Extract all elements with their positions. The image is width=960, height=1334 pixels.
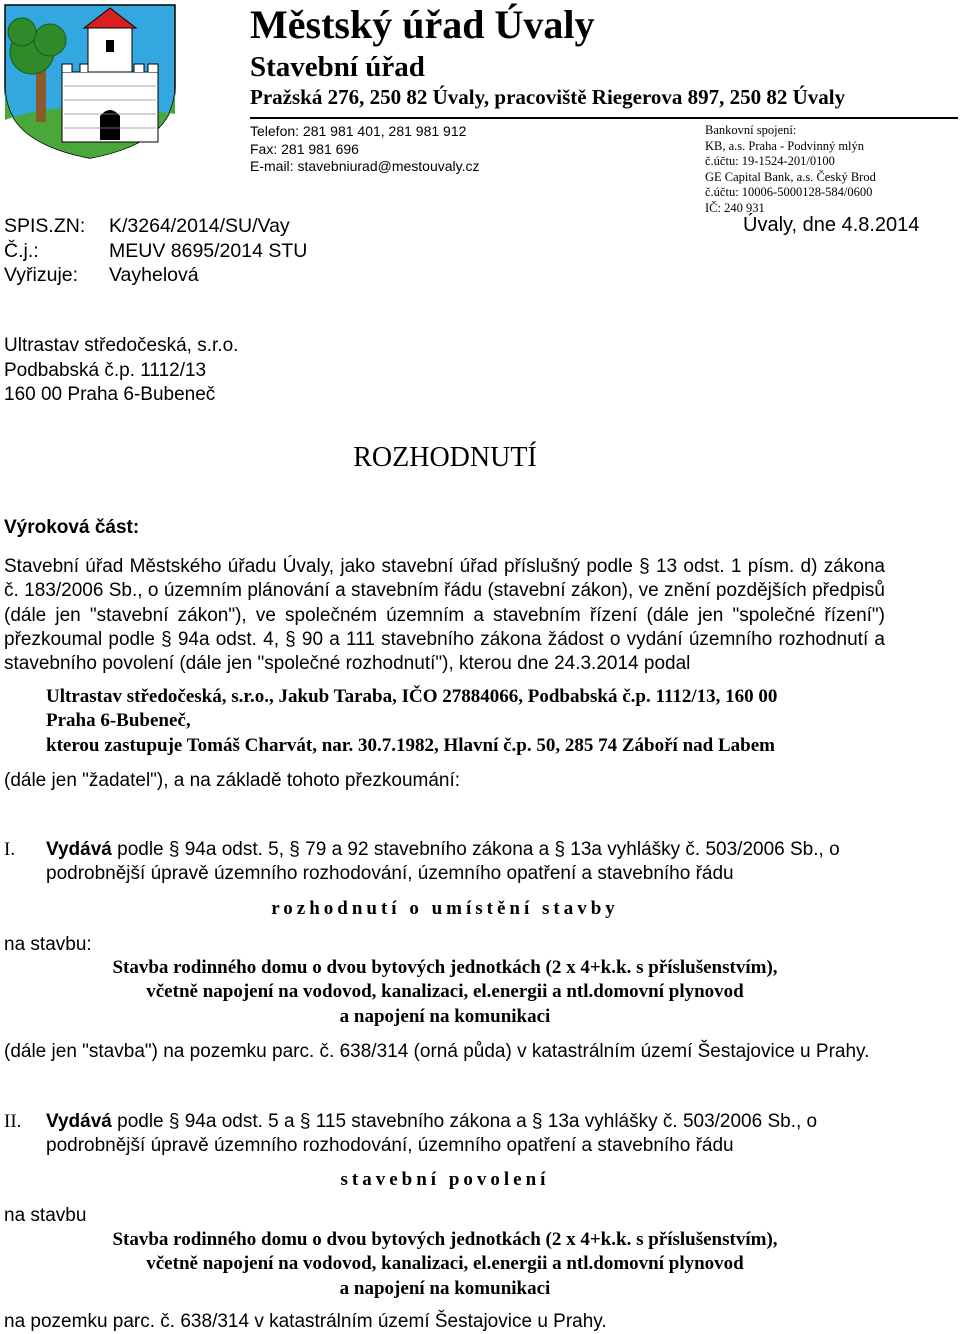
bank-line: IČ: 240 931 (705, 200, 765, 215)
recipient-line: 160 00 Praha 6-Bubeneč (4, 384, 216, 405)
bank-line: č.účtu: 19-1524-201/0100 (705, 154, 835, 168)
stavba-line: včetně napojení na vodovod, kanalizaci, el.energii a ntl.domovní plynovod (146, 1253, 744, 1275)
recipient-line: Podbabská č.p. 1112/13 (4, 359, 207, 381)
part1-line2: podrobnější úpravě územního rozhodování, územního opatření a stavebního řádu (46, 863, 734, 884)
stavba-line: a napojení na komunikaci (339, 1277, 551, 1299)
part1-stavba (0, 956, 890, 1029)
stavba-line: Stavba rodinného domu o dvou bytových jednotkách (2 x 4+k.k. s příslušenstvím), (112, 1229, 778, 1250)
applicant-line: Praha 6-Bubeneč, (46, 710, 191, 732)
cj-label: Č.j.: (4, 239, 39, 262)
part2-verb: Vydává (46, 1111, 112, 1132)
stavba-line: včetně napojení na vodovod, kanalizaci, el.energii a ntl.domovní plynovod (146, 981, 744, 1003)
bank-line: GE Capital Bank, a.s. Český Brod (705, 169, 876, 184)
bank-line: KB, a.s. Praha - Podvinný mlýn (705, 138, 865, 153)
applicant-line: kterou zastupuje Tomáš Charvát, nar. 30.7.1982, Hlavní č.p. 50, 285 74 Záboří nad Labem (46, 734, 775, 756)
recipient-address (4, 334, 238, 408)
applicant-line: Ultrastav středočeská, s.r.o., Jakub Taraba, IČO 27884066, Podbabská č.p. 1112/13, 160 00 (46, 686, 778, 707)
part2-stavba (0, 1228, 890, 1301)
fax-line: Fax: 281 981 696 (250, 140, 359, 157)
part1-spaced-title: rozhodnutí o umístění stavby (271, 898, 619, 919)
header-divider (250, 117, 958, 119)
vyrizuje-label: Vyřizuje: (4, 264, 79, 286)
office-address: Pražská 276, 250 82 Úvaly, pracoviště Riegerova 897, 250 82 Úvaly (250, 85, 846, 109)
part2-line1-text: podle § 94a odst. 5 a § 115 stavebního zákona a § 13a vyhlášky č. 503/2006 Sb., o (111, 1111, 818, 1132)
part1-closing: (dále jen "stavba") na pozemku parc. č. 638/314 (orná půda) v katastrálním území Šestajovice u Prahy. (4, 1041, 870, 1062)
document-date: Úvaly, dne 4.8.2014 (743, 214, 920, 236)
bank-line: č.účtu: 10006-5000128-584/0600 (705, 185, 873, 199)
part1-number: I. (4, 839, 16, 860)
part1-verb: Vydává (46, 839, 112, 860)
email-line: E-mail: stavebniurad@mestouvaly.cz (250, 158, 480, 174)
cj-value: MEUV 8695/2014 STU (109, 239, 308, 262)
stavba-line: Stavba rodinného domu o dvou bytových jednotkách (2 x 4+k.k. s příslušenstvím), (112, 957, 778, 978)
part1-na-stavbu: na stavbu: (4, 934, 92, 955)
spis-value: K/3264/2014/SU/Vay (109, 215, 290, 237)
part2-number: II. (4, 1111, 22, 1132)
vyrizuje-value: Vayhelová (109, 264, 199, 286)
phone-line: Telefon: 281 981 401, 281 981 912 (250, 123, 467, 139)
part2-na-stavbu: na stavbu (4, 1205, 87, 1226)
part1-line1 (46, 838, 840, 862)
contact-block (250, 123, 479, 176)
document-heading: ROZHODNUTÍ (353, 442, 537, 473)
applicant-block (46, 685, 777, 758)
stavba-line: a napojení na komunikaci (339, 1005, 551, 1027)
part2-spaced-title: stavební povolení (340, 1169, 550, 1190)
office-title: Městský úřad Úvaly (250, 2, 595, 47)
reference-block (4, 214, 307, 288)
spis-label: SPIS.ZN: (4, 215, 86, 237)
part2-closing: na pozemku parc. č. 638/314 v katastrálním území Šestajovice u Prahy. (4, 1311, 607, 1332)
bank-block (705, 123, 876, 216)
part1-line1-text: podle § 94a odst. 5, § 79 a 92 stavebního zákona a § 13a vyhlášky č. 503/2006 Sb., o (111, 839, 840, 860)
bank-line: Bankovní spojení: (705, 123, 797, 137)
part2-line1 (46, 1110, 817, 1134)
section-label: Výroková část: (4, 517, 140, 538)
recipient-line: Ultrastav středočeská, s.r.o. (4, 335, 239, 356)
after-applicant: (dále jen "žadatel"), a na základě tohoto přezkoumání: (4, 770, 461, 791)
intro-paragraph: Stavební úřad Městského úřadu Úvaly, jako stavební úřad příslušný podle § 13 odst. 1 písm. d) zákona č. 183/2006 Sb., o územním plánování a stavebním řádu (stavební zákon), ve znění pozdějších předpisů (dále jen "stavební zákon"), ve společném územním a stavebním řízení (dále jen "společné řízení") přezkoumal podle § 94a odst. 4, § 90 a 111 stavebního zákona žádost o vydání územního rozhodnutí a stavebního povolení (dále jen "společné rozhodnutí"), kterou dne 24.3.2014 podal (4, 556, 885, 675)
part2-line2: podrobnější úpravě územního rozhodování, územního opatření a stavebního řádu (46, 1135, 734, 1156)
coat-of-arms-logo (2, 2, 178, 160)
office-subtitle: Stavební úřad (250, 51, 425, 83)
